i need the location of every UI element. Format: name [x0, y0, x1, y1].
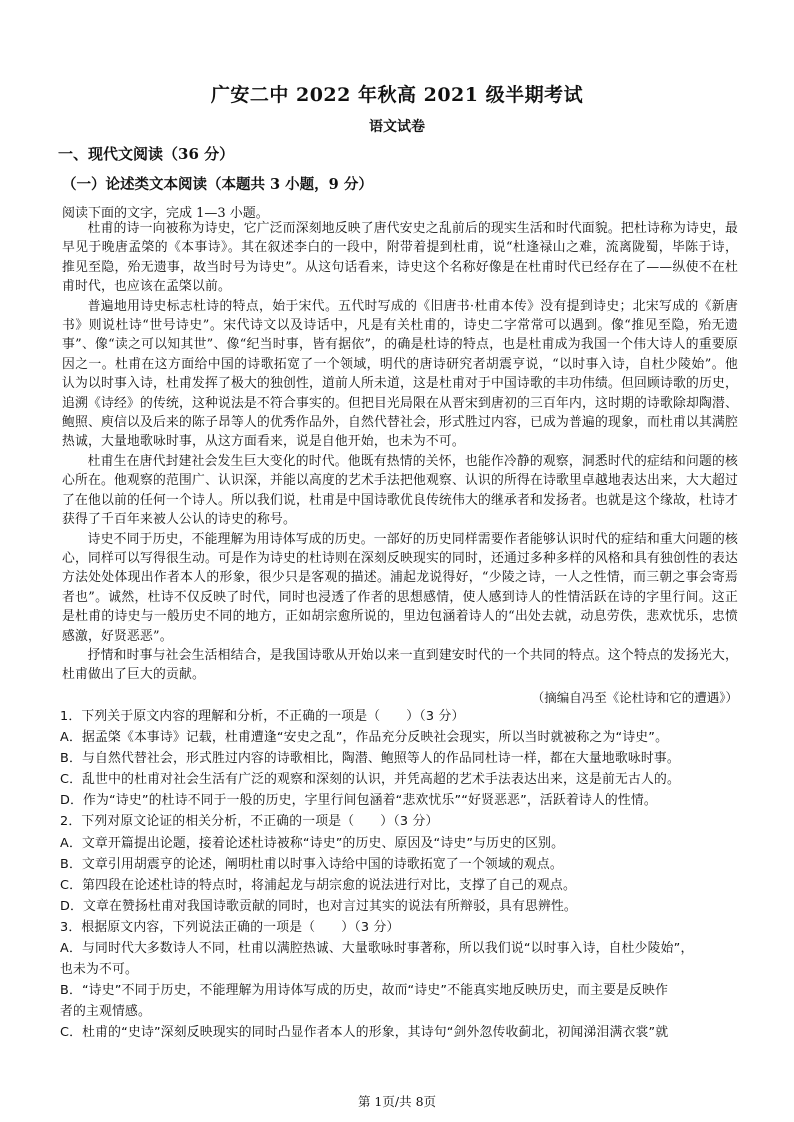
exam-subtitle: 语文试卷: [369, 119, 425, 135]
question-option: A．文章开篇提出论题，接着论述杜诗被称“诗史”的历史、原因及“诗史”与历史的区别。: [60, 835, 565, 851]
passage-paragraph: 杜甫生在唐代封建社会发生巨大变化的时代。他既有热情的关怀，也能作冷静的观察，洞悉时代的症结和问题的核心所在。他观察的范围广、认识深，并能以高度的艺术手法把他观察、认识的所得在诗歌里卓越地表达出来，大大超过了在他以前的任何一个诗人。所以我们说，杜甫是中国诗歌优良传统伟大的继承者和发扬者。也就是这个缘故，杜诗才获得了千百年来被人公认的诗史的称号。: [62, 453, 738, 528]
question-option: B．“诗史”不同于历史，不能理解为用诗体写成的历史，故而“诗史”不能真实地反映历史，而主要是反映作: [60, 983, 669, 999]
question-option: A．据孟棨《本事诗》记载，杜甫遭逢“安史之乱”，作品充分反映社会现实，所以当时就被称之为“诗史”。: [60, 730, 669, 746]
question-stem: 3．根据原文内容，下列说法正确的一项是（ ）（3 分）: [60, 919, 400, 935]
exam-title: 广安二中 2022 年秋高 2021 级半期考试: [210, 84, 584, 106]
question-option: D．作为“诗史”的杜诗不同于一般的历史，字里行间包涵着“悲欢忧乐”“好贤恶恶”，活跃着诗人的性情。: [60, 793, 657, 809]
question-option: C．乱世中的杜甫对社会生活有广泛的观察和深刻的认识，并凭高超的艺术手法表达出来，这是前无古人的。: [60, 772, 680, 788]
question-option: B．文章引用胡震亨的论述，阐明杜甫以时事入诗给中国的诗歌拓宽了一个领域的观点。: [60, 856, 563, 872]
question-option: D．文章在赞扬杜甫对我国诗歌贡献的同时，也对言过其实的说法有所辩驳，具有思辨性。: [60, 898, 577, 914]
question-option: A．与同时代大多数诗人不同，杜甫以满腔热诚、大量歌咏时事著称，所以我们说“以时事入诗，自杜少陵始”，: [60, 941, 694, 957]
passage-source: （摘编自冯至《论杜诗和它的遭遇》）: [531, 690, 738, 705]
question-option-continued: 也未为不可。: [60, 962, 138, 978]
subsection-heading: （一）论述类文本阅读（本题共 3 小题，9 分）: [62, 176, 373, 193]
question-option-continued: 者的主观情感。: [60, 1004, 151, 1020]
question-option: B．与自然代替社会，形式胜过内容的诗歌相比，陶潜、鲍照等人的作品同杜诗一样，都在大量地歌咏时事。: [60, 751, 680, 767]
reading-instruction: 阅读下面的文字，完成 1—3 小题。: [62, 206, 269, 221]
section-heading: 一、现代文阅读（36 分）: [58, 145, 235, 163]
question-list: [60, 706, 740, 1044]
passage-paragraph: 杜甫的诗一向被称为诗史，它广泛而深刻地反映了唐代安史之乱前后的现实生活和时代面貌。把杜诗称为诗史，最早见于晚唐孟棨的《本事诗》。其在叙述李白的一段中，附带着提到杜甫，说“杜逢禄山之难，流离陇蜀，毕陈于诗，推见至隐，殆无遗事，故当时号为诗史”。从这句话看来，诗史这个名称好像是在杜甫时代已经存在了——纵使不在杜甫时代，也应该在孟棨以前。: [62, 221, 738, 295]
question-stem: 1．下列关于原文内容的理解和分析，不正确的一项是（ ）（3 分）: [60, 709, 465, 724]
passage-paragraph: 诗史不同于历史，不能理解为用诗体写成的历史。一部好的历史同样需要作者能够认识时代的症结和重大问题的核心，同样可以写得很生动。可是作为诗史的杜诗则在深刻反映现实的同时，还通过多种多样的风格和具有独创性的表达方法处处体现出作者本人的形象，很少只是客观的描述。浦起龙说得好，“少陵之诗，一人之性情，而三朝之事会寄焉者也”。诚然，杜诗不仅反映了时代，同时也浸透了作者的思想感情，使人感到诗人的性情活跃在诗的字里行间。这正是杜甫的诗史与一般历史不同的地方，正如胡宗愈所说的，里边包涵着诗人的“出处去就，动息劳佚，悲欢忧乐，忠愤感激，好贤恶恶”。: [62, 531, 738, 644]
reading-passage: [62, 219, 738, 685]
passage-paragraph: 普遍地用诗史标志杜诗的特点，始于宋代。五代时写成的《旧唐书·杜甫本传》没有提到诗史；北宋写成的《新唐书》则说杜诗“世号诗史”。宋代诗文以及诗话中，凡是有关杜甫的，诗史二字常常可以遇到。像“推见至隐，殆无遗事”、像“读之可以知其世”、像“纪当时事，皆有据依”，的确是杜诗的特点，也是杜甫成为我国一个伟大诗人的重要原因之一。杜甫在这方面给中国的诗歌拓宽了一个领域，明代的唐诗研究者胡震亨说，“以时事入诗，自杜少陵始”。他认为以时事入诗，杜甫发挥了极大的独创性，道前人所未道，这是杜甫对于中国诗歌的丰功伟绩。但回顾诗歌的历史，追溯《诗经》的传统，这种说法是不符合事实的。但把目光局限在从晋宋到唐初的三百年内，这时期的诗歌除却陶潜、鲍照、庾信以及后来的陈子昂等人的优秀作品外，自然代替社会，形式胜过内容，已成为普遍的现象，而杜甫以其满腔热诚，大量地歌咏时事，从这方面看来，说是自他开始，也未为不可。: [62, 298, 738, 450]
page-number: 第 1页/共 8页: [357, 1094, 437, 1109]
question-stem: 2．下列对原文论证的相关分析，不正确的一项是（ ）（3 分）: [60, 814, 439, 830]
passage-paragraph: 抒情和时事与社会生活相结合，是我国诗歌从开始以来一直到建安时代的一个共同的特点。这个特点的发扬光大，杜甫做出了巨大的贡献。: [62, 647, 738, 683]
question-option: C．第四段在论述杜诗的特点时，将浦起龙与胡宗愈的说法进行对比，支撑了自己的观点。: [60, 877, 577, 893]
question-option: C．杜甫的“史诗”深刻反映现实的同时凸显作者本人的形象，其诗句“剑外忽传收蓟北，初闻涕泪满衣裳”就: [60, 1025, 669, 1041]
